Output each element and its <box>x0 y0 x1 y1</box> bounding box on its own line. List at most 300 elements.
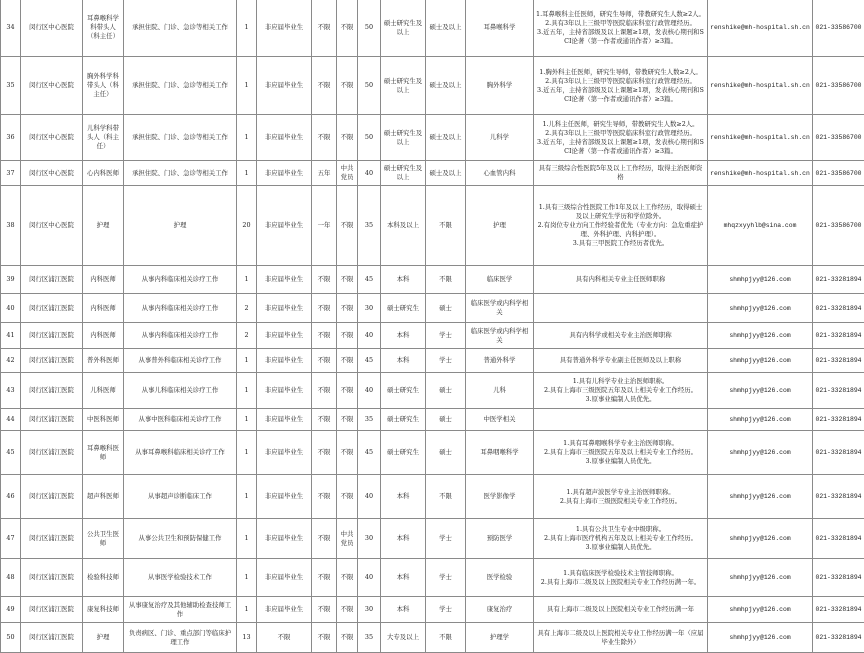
degree: 学士 <box>426 559 466 597</box>
post-name: 耳鼻喉科医师 <box>83 431 124 475</box>
requirement-line: 2.具有3年以上三级甲等医院临床科室行政管理经历。 <box>536 77 705 86</box>
table-row <box>1 186 864 266</box>
hiring-count: 1 <box>237 266 257 294</box>
table-row <box>1 409 864 431</box>
education: 本科及以上 <box>381 186 426 266</box>
work-years: 不限 <box>312 57 337 115</box>
age-limit: 35 <box>358 623 381 653</box>
work-years: 不限 <box>312 597 337 623</box>
work-years: 不限 <box>312 323 337 349</box>
requirement-line: 2.具有上海市三级医院相关专业工作经历。 <box>536 497 705 506</box>
hiring-unit: 闵行区浦江医院 <box>21 266 83 294</box>
hiring-unit: 闵行区浦江医院 <box>21 409 83 431</box>
hiring-count: 1 <box>237 373 257 409</box>
degree: 硕士 <box>426 431 466 475</box>
post-name: 胸外科学科带头人（科主任） <box>83 57 124 115</box>
target-group: 非应届毕业生 <box>257 115 312 161</box>
requirement-line: 1.耳鼻喉科主任医师，研究生导师，带教研究生人数≥2人。 <box>536 10 705 19</box>
degree: 硕士 <box>426 409 466 431</box>
requirement-line: 2.具有上海市二级及以上医院相关专业工作经历满一年。 <box>536 578 705 587</box>
post-duty: 从事普外科临床相关诊疗工作 <box>124 349 237 373</box>
hiring-unit: 闵行区浦江医院 <box>21 349 83 373</box>
table-row <box>1 115 864 161</box>
age-limit: 40 <box>358 559 381 597</box>
political-status: 不限 <box>337 559 358 597</box>
target-group: 非应届毕业生 <box>257 431 312 475</box>
hiring-count: 1 <box>237 349 257 373</box>
contact-email: renshike@mh-hospital.sh.cn <box>708 57 813 115</box>
row-number: 35 <box>1 57 21 115</box>
work-years: 一年 <box>312 186 337 266</box>
post-duty: 从事康复治疗及其他辅助检查技师工作 <box>124 597 237 623</box>
post-name: 检验科技师 <box>83 559 124 597</box>
contact-phone: 021-33586700 <box>813 186 864 266</box>
political-status: 中共党员 <box>337 519 358 559</box>
target-group: 非应届毕业生 <box>257 323 312 349</box>
political-status: 中共党员 <box>337 161 358 186</box>
post-duty: 从事公共卫生和预防保健工作 <box>124 519 237 559</box>
hiring-unit: 闵行区浦江医院 <box>21 294 83 323</box>
hiring-count: 1 <box>237 431 257 475</box>
contact-phone: 021-33281894 <box>813 266 864 294</box>
political-status: 不限 <box>337 115 358 161</box>
contact-email: shmhpjyy@126.com <box>708 623 813 653</box>
political-status: 不限 <box>337 597 358 623</box>
contact-email: shmhpjyy@126.com <box>708 519 813 559</box>
hiring-count: 1 <box>237 597 257 623</box>
requirements <box>534 431 708 475</box>
post-name: 内科医师 <box>83 294 124 323</box>
table-row <box>1 323 864 349</box>
requirement-line: 1.胸外科主任医师，研究生导师，带教研究生人数≥2人。 <box>536 68 705 77</box>
contact-email: shmhpjyy@126.com <box>708 559 813 597</box>
age-limit: 50 <box>358 115 381 161</box>
degree: 硕士及以上 <box>426 115 466 161</box>
hiring-count: 1 <box>237 0 257 57</box>
contact-phone: 021-33281894 <box>813 559 864 597</box>
hiring-count: 1 <box>237 115 257 161</box>
post-name: 耳鼻喉科学科带头人（科主任） <box>83 0 124 57</box>
age-limit: 45 <box>358 266 381 294</box>
contact-email: shmhpjyy@126.com <box>708 475 813 519</box>
requirement-line: 3.原事业编制人员优先。 <box>536 395 705 404</box>
target-group: 非应届毕业生 <box>257 161 312 186</box>
contact-email: mhqzxyyhlb@sina.com <box>708 186 813 266</box>
education: 本科 <box>381 266 426 294</box>
target-group: 非应届毕业生 <box>257 294 312 323</box>
major: 临床医学或内科学相关 <box>466 323 534 349</box>
row-number: 45 <box>1 431 21 475</box>
major: 心血管内科 <box>466 161 534 186</box>
contact-email: shmhpjyy@126.com <box>708 409 813 431</box>
row-number: 47 <box>1 519 21 559</box>
education: 硕士研究生 <box>381 409 426 431</box>
requirements <box>534 115 708 161</box>
contact-phone: 021-33281894 <box>813 623 864 653</box>
row-number: 39 <box>1 266 21 294</box>
contact-email: renshike@mh-hospital.sh.cn <box>708 115 813 161</box>
hiring-unit: 闵行区中心医院 <box>21 186 83 266</box>
target-group: 非应届毕业生 <box>257 409 312 431</box>
contact-email: shmhpjyy@126.com <box>708 266 813 294</box>
requirements <box>534 349 708 373</box>
row-number: 37 <box>1 161 21 186</box>
degree: 不限 <box>426 266 466 294</box>
row-number: 44 <box>1 409 21 431</box>
work-years: 五年 <box>312 161 337 186</box>
major: 康复治疗 <box>466 597 534 623</box>
row-number: 34 <box>1 0 21 57</box>
major: 普通外科学 <box>466 349 534 373</box>
requirement-line: 3.具有三甲医院工作经历者优先。 <box>536 239 705 248</box>
degree: 硕士 <box>426 373 466 409</box>
table-row <box>1 0 864 57</box>
education: 硕士研究生及以上 <box>381 115 426 161</box>
table-row <box>1 431 864 475</box>
work-years: 不限 <box>312 409 337 431</box>
age-limit: 35 <box>358 409 381 431</box>
row-number: 43 <box>1 373 21 409</box>
post-name: 公共卫生医师 <box>83 519 124 559</box>
requirements <box>534 373 708 409</box>
table-row <box>1 475 864 519</box>
contact-phone: 021-33281894 <box>813 519 864 559</box>
post-name: 内科医师 <box>83 323 124 349</box>
work-years: 不限 <box>312 373 337 409</box>
work-years: 不限 <box>312 623 337 653</box>
age-limit: 45 <box>358 349 381 373</box>
target-group: 非应届毕业生 <box>257 519 312 559</box>
requirement-line: 2.具有上海市三级医院五年及以上相关专业工作经历。 <box>536 448 705 457</box>
post-duty: 承担住院、门诊、急诊等相关工作 <box>124 161 237 186</box>
hiring-unit: 闵行区中心医院 <box>21 57 83 115</box>
post-duty: 从事儿科临床相关诊疗工作 <box>124 373 237 409</box>
education: 硕士研究生及以上 <box>381 0 426 57</box>
requirement-line: 1.具有耳鼻咽喉科学专业主治医师职称。 <box>536 439 705 448</box>
table-row <box>1 161 864 186</box>
degree: 硕士 <box>426 294 466 323</box>
table-row <box>1 266 864 294</box>
political-status: 不限 <box>337 323 358 349</box>
contact-phone: 021-33281894 <box>813 431 864 475</box>
requirement-line: 1.具有超声波医学专业主治医师职称。 <box>536 488 705 497</box>
row-number: 36 <box>1 115 21 161</box>
post-name: 心内科医师 <box>83 161 124 186</box>
contact-phone: 021-33586700 <box>813 115 864 161</box>
requirements <box>534 559 708 597</box>
requirement-line: 具有三级综合性医院5年及以上工作经历，取得主治医师资格 <box>536 164 705 182</box>
requirements <box>534 294 708 323</box>
education: 本科 <box>381 475 426 519</box>
education: 大专及以上 <box>381 623 426 653</box>
table-row <box>1 294 864 323</box>
contact-email: shmhpjyy@126.com <box>708 373 813 409</box>
contact-phone: 021-33586700 <box>813 57 864 115</box>
requirements <box>534 409 708 431</box>
requirement-line: 3.近五年，主持省部级及以上课题≥1项，发表核心期刊和SCI论著（第一作者或通讯作者）≥3篇。 <box>536 28 705 46</box>
age-limit: 30 <box>358 597 381 623</box>
degree: 硕士及以上 <box>426 161 466 186</box>
hiring-unit: 闵行区浦江医院 <box>21 475 83 519</box>
political-status: 不限 <box>337 431 358 475</box>
contact-phone: 021-33281894 <box>813 294 864 323</box>
hiring-count: 13 <box>237 623 257 653</box>
political-status: 不限 <box>337 186 358 266</box>
age-limit: 30 <box>358 294 381 323</box>
age-limit: 40 <box>358 373 381 409</box>
post-duty: 护理 <box>124 186 237 266</box>
requirements <box>534 519 708 559</box>
age-limit: 50 <box>358 57 381 115</box>
row-number: 41 <box>1 323 21 349</box>
post-duty: 从事医学检验技术工作 <box>124 559 237 597</box>
requirement-line: 1.具有儿科学专业主治医师职称。 <box>536 377 705 386</box>
contact-phone: 021-33281894 <box>813 597 864 623</box>
hiring-count: 1 <box>237 475 257 519</box>
contact-phone: 021-33281894 <box>813 323 864 349</box>
degree: 学士 <box>426 349 466 373</box>
education: 本科 <box>381 519 426 559</box>
requirement-line: 具有上海市二级及以上医院相关专业工作经历满一年（应届毕业生除外） <box>536 629 705 647</box>
work-years: 不限 <box>312 431 337 475</box>
post-duty: 从事内科临床相关诊疗工作 <box>124 323 237 349</box>
target-group: 非应届毕业生 <box>257 57 312 115</box>
major: 预防医学 <box>466 519 534 559</box>
contact-phone: 021-33586700 <box>813 161 864 186</box>
requirement-line: 具有内科相关专业主任医师职称 <box>536 275 705 284</box>
table-row <box>1 623 864 653</box>
work-years: 不限 <box>312 559 337 597</box>
education: 本科 <box>381 559 426 597</box>
work-years: 不限 <box>312 266 337 294</box>
requirement-line: 具有上海市二级及以上医院相关专业工作经历满一年 <box>536 605 705 614</box>
contact-email: shmhpjyy@126.com <box>708 431 813 475</box>
contact-email: renshike@mh-hospital.sh.cn <box>708 0 813 57</box>
work-years: 不限 <box>312 294 337 323</box>
major: 护理 <box>466 186 534 266</box>
degree: 学士 <box>426 519 466 559</box>
target-group: 非应届毕业生 <box>257 0 312 57</box>
hiring-unit: 闵行区浦江医院 <box>21 559 83 597</box>
requirement-line: 1.儿科主任医师，研究生导师，带教研究生人数≥2人。 <box>536 120 705 129</box>
contact-phone: 021-33586700 <box>813 0 864 57</box>
requirement-line: 2.有岗位专业方向工作经验者优先（专业方向：急危重症护理、外科护理、内科护理）。 <box>536 221 705 239</box>
major: 临床医学或内科学相关 <box>466 294 534 323</box>
post-name: 护理 <box>83 186 124 266</box>
major: 中医学相关 <box>466 409 534 431</box>
row-number: 38 <box>1 186 21 266</box>
education: 硕士研究生 <box>381 431 426 475</box>
post-name: 护理 <box>83 623 124 653</box>
hiring-unit: 闵行区浦江医院 <box>21 431 83 475</box>
hiring-unit: 闵行区浦江医院 <box>21 519 83 559</box>
education: 本科 <box>381 597 426 623</box>
row-number: 48 <box>1 559 21 597</box>
hiring-count: 20 <box>237 186 257 266</box>
post-duty: 从事耳鼻喉科临床相关诊疗工作 <box>124 431 237 475</box>
post-name: 康复科技师 <box>83 597 124 623</box>
row-number: 50 <box>1 623 21 653</box>
major: 耳鼻喉科学 <box>466 0 534 57</box>
post-duty: 承担住院、门诊、急诊等相关工作 <box>124 115 237 161</box>
post-name: 儿科学科带头人（科主任） <box>83 115 124 161</box>
age-limit: 35 <box>358 186 381 266</box>
requirements <box>534 161 708 186</box>
post-duty: 从事中医科临床相关诊疗工作 <box>124 409 237 431</box>
hiring-unit: 闵行区浦江医院 <box>21 597 83 623</box>
degree: 不限 <box>426 623 466 653</box>
education: 本科 <box>381 349 426 373</box>
degree: 学士 <box>426 323 466 349</box>
education: 硕士研究生 <box>381 373 426 409</box>
contact-phone: 021-33281894 <box>813 475 864 519</box>
hiring-unit: 闵行区浦江医院 <box>21 623 83 653</box>
hiring-count: 1 <box>237 559 257 597</box>
hiring-unit: 闵行区中心医院 <box>21 115 83 161</box>
major: 胸外科学 <box>466 57 534 115</box>
hiring-count: 1 <box>237 57 257 115</box>
requirement-line: 具有普通外科学专业副主任医师及以上职称 <box>536 356 705 365</box>
degree: 硕士及以上 <box>426 57 466 115</box>
requirement-line: 3.原事业编制人员优先。 <box>536 543 705 552</box>
requirement-line: 3.近五年，主持省部级及以上课题≥1项，发表核心期刊和SCI论著（第一作者或通讯作者）≥3篇。 <box>536 138 705 156</box>
political-status: 不限 <box>337 57 358 115</box>
degree: 不限 <box>426 186 466 266</box>
hiring-unit: 闵行区浦江医院 <box>21 373 83 409</box>
age-limit: 40 <box>358 161 381 186</box>
hiring-count: 1 <box>237 409 257 431</box>
hiring-count: 2 <box>237 323 257 349</box>
major: 儿科 <box>466 373 534 409</box>
education: 本科 <box>381 323 426 349</box>
table-body <box>1 0 864 653</box>
target-group: 非应届毕业生 <box>257 475 312 519</box>
political-status: 不限 <box>337 349 358 373</box>
post-duty: 从事内科临床相关诊疗工作 <box>124 266 237 294</box>
table-row <box>1 57 864 115</box>
degree: 硕士及以上 <box>426 0 466 57</box>
row-number: 40 <box>1 294 21 323</box>
row-number: 42 <box>1 349 21 373</box>
table-row <box>1 559 864 597</box>
target-group: 非应届毕业生 <box>257 559 312 597</box>
contact-phone: 021-33281894 <box>813 409 864 431</box>
work-years: 不限 <box>312 349 337 373</box>
post-name: 中医科医师 <box>83 409 124 431</box>
requirement-line: 3.原事业编制人员优先。 <box>536 457 705 466</box>
requirements <box>534 623 708 653</box>
contact-email: shmhpjyy@126.com <box>708 323 813 349</box>
requirements <box>534 186 708 266</box>
post-name: 儿科医师 <box>83 373 124 409</box>
political-status: 不限 <box>337 475 358 519</box>
contact-phone: 021-33281894 <box>813 373 864 409</box>
education: 硕士研究生及以上 <box>381 57 426 115</box>
target-group: 不限 <box>257 623 312 653</box>
age-limit: 40 <box>358 475 381 519</box>
hiring-unit: 闵行区中心医院 <box>21 161 83 186</box>
post-name: 普外科医师 <box>83 349 124 373</box>
political-status: 不限 <box>337 409 358 431</box>
major: 临床医学 <box>466 266 534 294</box>
work-years: 不限 <box>312 519 337 559</box>
hiring-unit: 闵行区浦江医院 <box>21 323 83 349</box>
target-group: 非应届毕业生 <box>257 373 312 409</box>
hiring-unit: 闵行区中心医院 <box>21 0 83 57</box>
requirement-line: 1.具有临床医学检验技术主管技师职称。 <box>536 569 705 578</box>
contact-phone: 021-33281894 <box>813 349 864 373</box>
age-limit: 40 <box>358 323 381 349</box>
major: 耳鼻咽喉科学 <box>466 431 534 475</box>
requirements <box>534 0 708 57</box>
political-status: 不限 <box>337 623 358 653</box>
contact-email: shmhpjyy@126.com <box>708 597 813 623</box>
row-number: 49 <box>1 597 21 623</box>
hiring-count: 2 <box>237 294 257 323</box>
political-status: 不限 <box>337 266 358 294</box>
post-name: 内科医师 <box>83 266 124 294</box>
contact-email: renshike@mh-hospital.sh.cn <box>708 161 813 186</box>
post-duty: 从事超声诊断临床工作 <box>124 475 237 519</box>
degree: 学士 <box>426 597 466 623</box>
political-status: 不限 <box>337 0 358 57</box>
age-limit: 45 <box>358 431 381 475</box>
requirements <box>534 323 708 349</box>
work-years: 不限 <box>312 115 337 161</box>
post-name: 超声科医师 <box>83 475 124 519</box>
table-row <box>1 519 864 559</box>
table-row <box>1 373 864 409</box>
requirement-line: 2.具有3年以上三级甲等医院临床科室行政管理经历。 <box>536 19 705 28</box>
requirement-line: 3.近五年，主持省部级及以上课题≥1项，发表核心期刊和SCI论著（第一作者或通讯作者）≥3篇。 <box>536 86 705 104</box>
table-row <box>1 597 864 623</box>
education: 硕士研究生 <box>381 294 426 323</box>
political-status: 不限 <box>337 294 358 323</box>
major: 医学影像学 <box>466 475 534 519</box>
requirement-line: 2.具有3年以上三级甲等医院临床科室行政管理经历。 <box>536 129 705 138</box>
row-number: 46 <box>1 475 21 519</box>
post-duty: 从事内科临床相关诊疗工作 <box>124 294 237 323</box>
hiring-count: 1 <box>237 519 257 559</box>
target-group: 非应届毕业生 <box>257 266 312 294</box>
requirements <box>534 475 708 519</box>
target-group: 非应届毕业生 <box>257 186 312 266</box>
major: 护理学 <box>466 623 534 653</box>
degree: 不限 <box>426 475 466 519</box>
post-duty: 承担住院、门诊、急诊等相关工作 <box>124 57 237 115</box>
requirements <box>534 266 708 294</box>
requirement-line: 1.具有公共卫生专业中级职称。 <box>536 525 705 534</box>
age-limit: 50 <box>358 0 381 57</box>
work-years: 不限 <box>312 0 337 57</box>
requirement-line: 2.具有上海市医疗机构五年及以上相关专业工作经历。 <box>536 534 705 543</box>
work-years: 不限 <box>312 475 337 519</box>
education: 硕士研究生及以上 <box>381 161 426 186</box>
contact-email: shmhpjyy@126.com <box>708 294 813 323</box>
post-duty: 负责病区、门诊、重点部门等临床护理工作 <box>124 623 237 653</box>
requirements <box>534 57 708 115</box>
requirement-line: 1.具有三级综合性医院工作1年及以上工作经历，取得硕士及以上研究生学历和学位除外。 <box>536 203 705 221</box>
table-row <box>1 349 864 373</box>
requirement-line: 2.具有上海市三级医院五年及以上相关专业工作经历。 <box>536 386 705 395</box>
target-group: 非应届毕业生 <box>257 597 312 623</box>
post-duty: 承担住院、门诊、急诊等相关工作 <box>124 0 237 57</box>
requirement-line: 具有内科学或相关专业主治医师职称 <box>536 331 705 340</box>
political-status: 不限 <box>337 373 358 409</box>
hiring-count: 1 <box>237 161 257 186</box>
major: 儿科学 <box>466 115 534 161</box>
age-limit: 30 <box>358 519 381 559</box>
